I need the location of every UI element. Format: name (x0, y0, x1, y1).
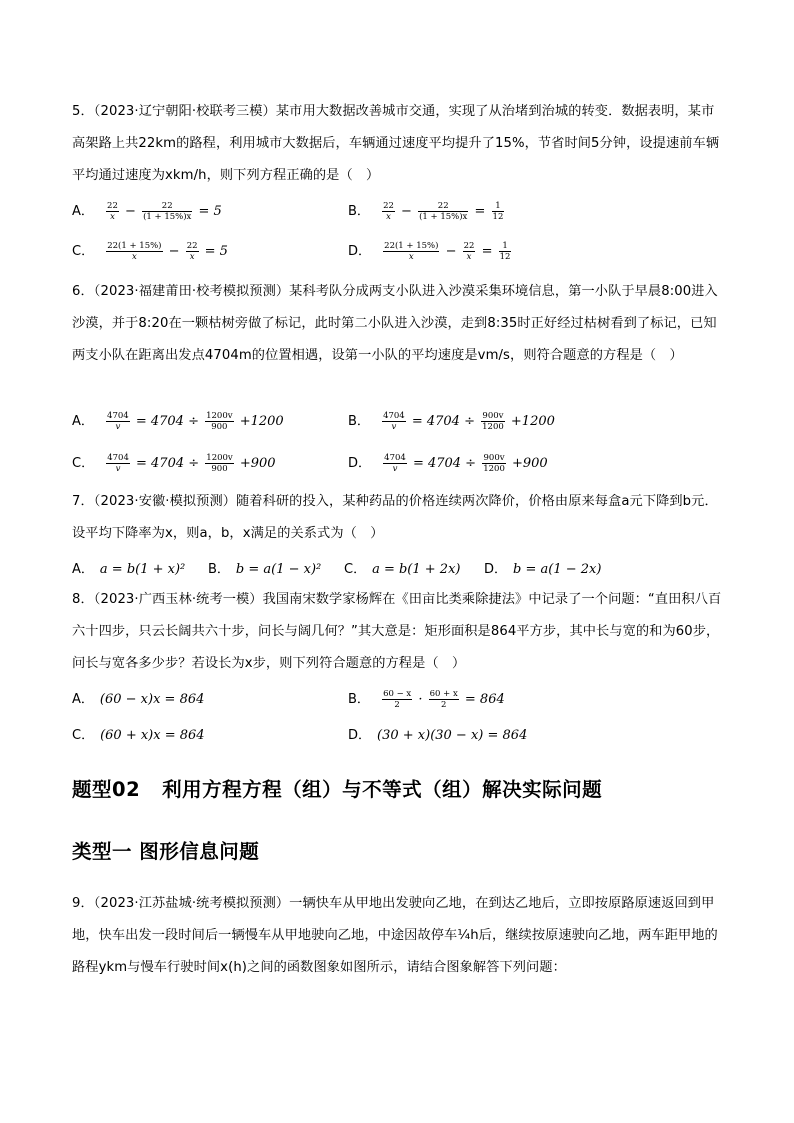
question-5-option-c: C． $\frac{22(1 + 15\%)}{x}$ − $\frac{22}{x}$ = 5 (72, 241, 228, 262)
question-6-option-d: D． $\frac{4704}{v}$ = 4704 ÷ $\frac{900v}{1200}$ +900 (348, 453, 548, 474)
subsection-heading: 类型一 图形信息问题 (72, 840, 260, 863)
question-6-option-b: B． $\frac{4704}{v}$ = 4704 ÷ $\frac{900v}{1200}$ +1200 (348, 411, 555, 432)
question-8-option-c: C． (60 + x)x = 864 (72, 728, 205, 743)
question-7-option-c: C． a = b(1 + 2x) (344, 562, 461, 577)
question-5-options-row-2 (72, 240, 726, 270)
question-6-option-c: C． $\frac{4704}{v}$ = 4704 ÷ $\frac{1200v}{900}$ +900 (72, 453, 276, 474)
question-7-option-a: A． a = b(1 + x)² (72, 562, 186, 577)
question-6-option-a: A． $\frac{4704}{v}$ = 4704 ÷ $\frac{1200v}{900}$ +1200 (72, 411, 284, 432)
question-8-options-row-2 (72, 724, 726, 754)
question-7-stem: 7．（2023·安徽·模拟预测）随着科研的投入，某种药品的价格连续两次降价，价格由原来每盒a元下降到b元．设平均下降率为x，则a，b，x满足的关系式为（ ） (72, 494, 718, 541)
question-5-options-row-1 (72, 200, 726, 230)
question-8-option-b: B． $\frac{60 - x}{2}$ · $\frac{60 + x}{2}$ = 864 (348, 689, 505, 710)
question-5-option-b: B． $\frac{22}{x}$ − $\frac{22}{(1 + 15\%)x}$ = $\frac{1}{12}$ (348, 201, 504, 222)
question-8-option-a: A． (60 − x)x = 864 (72, 692, 205, 707)
question-8-options-row-1 (72, 688, 726, 718)
question-9-stem: 9．（2023·江苏盐城·统考模拟预测）一辆快车从甲地出发驶向乙地，在到达乙地后，立即按原路原速返回到甲地，快车出发一段时间后一辆慢车从甲地驶向乙地，中途因故停车¼h后，继续按原速驶向乙地，两车距甲地的路程ykm与慢车行驶时间x(h)之间的函数图象如图所示，请结合图象解答下列问题： (72, 896, 718, 975)
question-6-options-row-2 (72, 452, 726, 482)
question-5-option-d: D． $\frac{22(1 + 15\%)}{x}$ − $\frac{22}{x}$ = $\frac{1}{12}$ (348, 241, 511, 262)
question-8-option-d: D． (30 + x)(30 − x) = 864 (348, 728, 528, 743)
question-5-stem: 5．（2023·辽宁朝阳·校联考三模）某市用大数据改善城市交通，实现了从治堵到治城的转变．数据表明，某市高架路上共22km的路程，利用城市大数据后，车辆通过速度平均提升了15%，节省时间5分钟，设提速前车辆平均通过速度为xkm/h，则下列方程正确的是（ ） (72, 104, 720, 183)
question-6-stem: 6．（2023·福建莆田·校考模拟预测）某科考队分成两支小队进入沙漠采集环境信息，第一小队于早晨8:00进入沙漠，并于8:20在一颗枯树旁做了标记，此时第二小队进入沙漠，走到8:35时正好经过枯树看到了标记，已知两支小队在距离出发点4704m的位置相遇，设第一小队的平均速度是vm/s，则符合题意的方程是（ ） (72, 284, 718, 363)
question-7-option-b: B． b = a(1 − x)² (208, 562, 322, 577)
question-8-stem: 8．（2023·广西玉林·统考一模）我国南宋数学家杨辉在《田亩比类乘除捷法》中记录了一个问题：“直田积八百六十四步，只云长阔共六十步，问长与阔几何？”其大意是：矩形面积是864平方步，其中长与宽的和为60步，问长与宽各多少步？若设长为x步，则下列符合题意的方程是（ ） (72, 592, 722, 671)
question-5-option-a: A． $\frac{22}{x}$ − $\frac{22}{(1 + 15\%)x}$ = 5 (72, 201, 222, 222)
question-7-option-d: D． b = a(1 − 2x) (484, 562, 602, 577)
question-6-options-row-1 (72, 410, 726, 440)
section-heading: 题型02 利用方程方程（组）与不等式（组）解决实际问题 (72, 778, 603, 801)
